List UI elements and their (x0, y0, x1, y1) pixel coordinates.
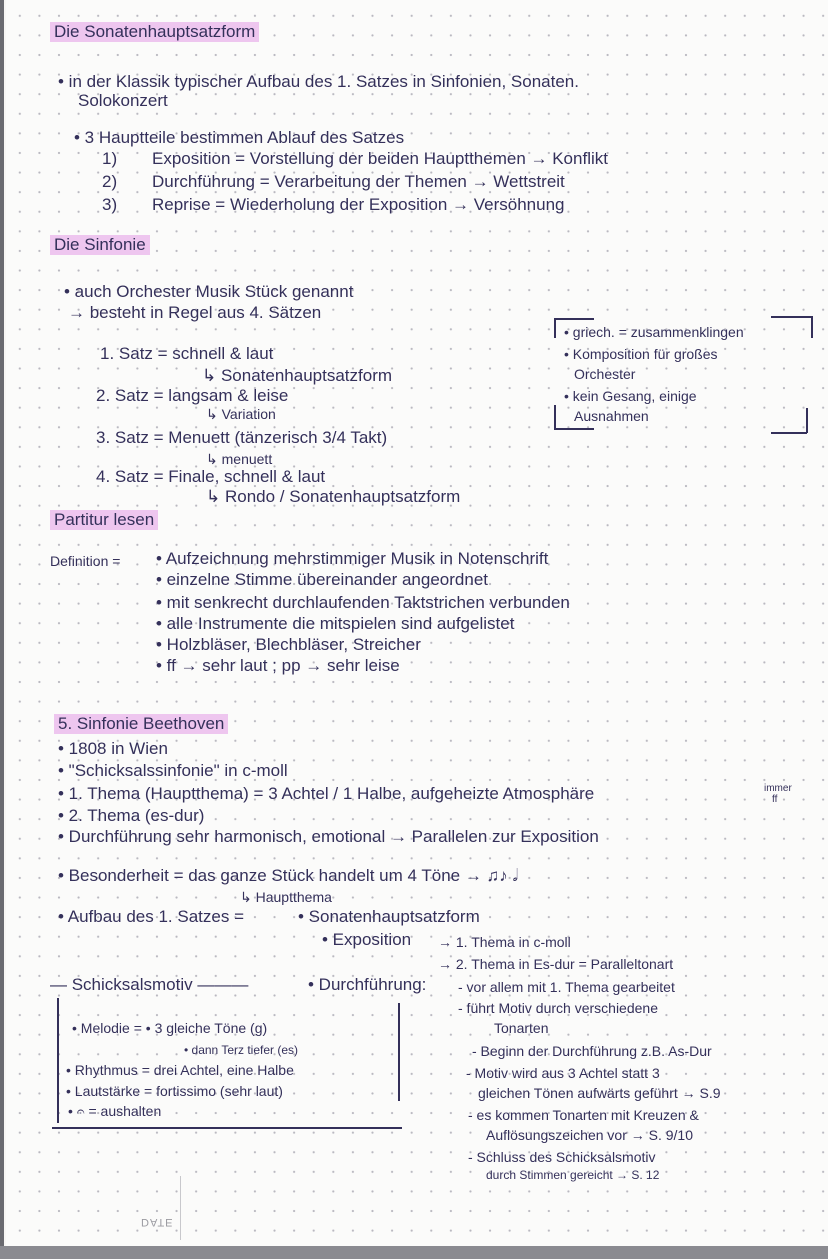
durchfuehrung-item: Auflösungszeichen vor → S. 9/10 (486, 1127, 694, 1143)
durchfuehrung-item: durch Stimmen gereicht → S. 12 (486, 1168, 660, 1182)
heading-partitur-lesen: Partitur lesen (50, 510, 158, 530)
date-divider (180, 1176, 181, 1240)
fact-item: • 1808 in Wien (58, 739, 168, 758)
notebook-edge (0, 0, 4, 1259)
fact-item: • Durchführung sehr harmonisch, emotional → Parallelen zur Exposition (58, 827, 599, 846)
aufbau-item: • Sonatenhauptsatzform (298, 907, 480, 926)
durchfuehrung-item: - Beginn der Durchführung z.B. As-Dur (472, 1043, 712, 1059)
fact-item: • 1. Thema (Hauptthema) = 3 Achtel / 1 Halbe, aufgeheizte Atmosphäre (58, 784, 595, 803)
heading-sinfonie: Die Sinfonie (50, 235, 150, 255)
fact-item: • 2. Thema (es-dur) (58, 806, 205, 825)
satz-label: 4. Satz = Finale, schnell & laut (96, 467, 326, 486)
note-immer: immer (764, 783, 792, 794)
fact-item: • "Schicksalssinfonie" in c-moll (58, 761, 288, 780)
motiv-item: • Melodie = • 3 gleiche Töne (g) (72, 1020, 268, 1036)
definition-item: • Holzbläser, Blechbläser, Streicher (156, 635, 421, 654)
satz-label: 3. Satz = Menuett (tänzerisch 3/4 Takt) (96, 428, 388, 447)
box-line: • griech. = zusammenklingen (564, 324, 744, 340)
text-line: • in der Klassik typischer Aufbau des 1. Satzes in Sinfonien, Sonaten. (58, 72, 579, 91)
text-line: Solokonzert (78, 91, 168, 110)
heading-5-sinfonie-beethoven: 5. Sinfonie Beethoven (54, 714, 228, 734)
part-num: 2) (102, 172, 118, 191)
definition-item: • mit senkrecht durchlaufenden Taktstrichen verbunden (156, 593, 570, 612)
durchfuehrung-item: gleichen Tönen aufwärts geführt → S.9 (478, 1085, 721, 1101)
notebook-page (6, 0, 828, 1248)
satz-sub: ↳ Rondo / Sonatenhauptsatzform (206, 487, 461, 506)
box-line: • Komposition für großes (564, 346, 718, 362)
text-line: • 3 Hauptteile bestimmen Ablauf des Satzes (74, 128, 405, 147)
aufbau-item: • Exposition (322, 930, 412, 949)
besonderheit-sub: ↳ Hauptthema (240, 889, 332, 905)
aufbau-item: → 2. Thema in Es-dur = Paralleltonart (438, 956, 674, 972)
satz-label: 1. Satz = schnell & laut (100, 344, 274, 363)
motiv-item: • Lautstärke = fortissimo (sehr laut) (66, 1083, 283, 1099)
box-line: Ausnahmen (574, 408, 649, 424)
part-text: Durchführung = Verarbeitung der Themen → Wettstreit (152, 172, 565, 191)
motiv-item: • 𝄐 = aushalten (68, 1103, 162, 1119)
box-line: • kein Gesang, einige (564, 388, 697, 404)
aufbau-item: → 1. Thema in c-moll (438, 934, 571, 950)
aufbau-label: • Aufbau des 1. Satzes = (58, 907, 244, 926)
box-line: Orchester (574, 366, 636, 382)
durchfuehrung-item: - vor allem mit 1. Thema gearbeitet (458, 979, 675, 995)
motiv-item: • dann Terz tiefer (es) (184, 1043, 299, 1057)
part-num: 3) (102, 195, 118, 214)
note-ff: ff (772, 794, 778, 805)
definition-item: • alle Instrumente die mitspielen sind aufgelistet (156, 614, 515, 633)
text-line: • auch Orchester Musik Stück genannt (64, 282, 354, 301)
text-line: → besteht in Regel aus 4. Sätzen (68, 303, 322, 322)
satz-sub: ↳ Variation (206, 406, 276, 422)
definition-item: • einzelne Stimme übereinander angeordnet (156, 570, 488, 589)
schicksalsmotiv-heading: — Schicksalsmotiv ——— (50, 975, 249, 994)
durchfuehrung-item: - Schluss des Schicksalsmotiv (468, 1149, 656, 1165)
part-text: Exposition = Vorstellung der beiden Hauptthemen → Konflikt (152, 149, 608, 168)
besonderheit: • Besonderheit = das ganze Stück handelt um 4 Töne → ♫♪ 𝅗𝅥 (58, 866, 518, 885)
durchfuehrung-item: - führt Motiv durch verschiedene (458, 1000, 658, 1016)
satz-label: 2. Satz = langsam & leise (96, 386, 289, 405)
satz-sub: ↳ Sonatenhauptsatzform (202, 366, 393, 385)
durchfuehrung-item: - Motiv wird aus 3 Achtel statt 3 (466, 1065, 660, 1081)
satz-sub: ↳ menuett (206, 451, 273, 467)
date-label: DATE (141, 1216, 174, 1228)
motiv-item: • Rhythmus = drei Achtel, eine Halbe (66, 1062, 294, 1078)
durchfuehrung-item: Tonarten (494, 1020, 549, 1036)
part-num: 1) (102, 149, 118, 168)
aufbau-item: • Durchführung: (308, 975, 427, 994)
heading-sonatenhauptsatzform: Die Sonatenhauptsatzform (50, 22, 259, 42)
definition-item: • ff → sehr laut ; pp → sehr leise (156, 656, 400, 675)
durchfuehrung-item: - es kommen Tonarten mit Kreuzen & (468, 1107, 699, 1123)
definition-label: Definition = (50, 553, 121, 569)
definition-item: • Aufzeichnung mehrstimmiger Musik in Notenschrift (156, 549, 549, 568)
part-text: Reprise = Wiederholung der Exposition → Versöhnung (152, 195, 565, 214)
notebook-bottom-edge (0, 1246, 828, 1259)
